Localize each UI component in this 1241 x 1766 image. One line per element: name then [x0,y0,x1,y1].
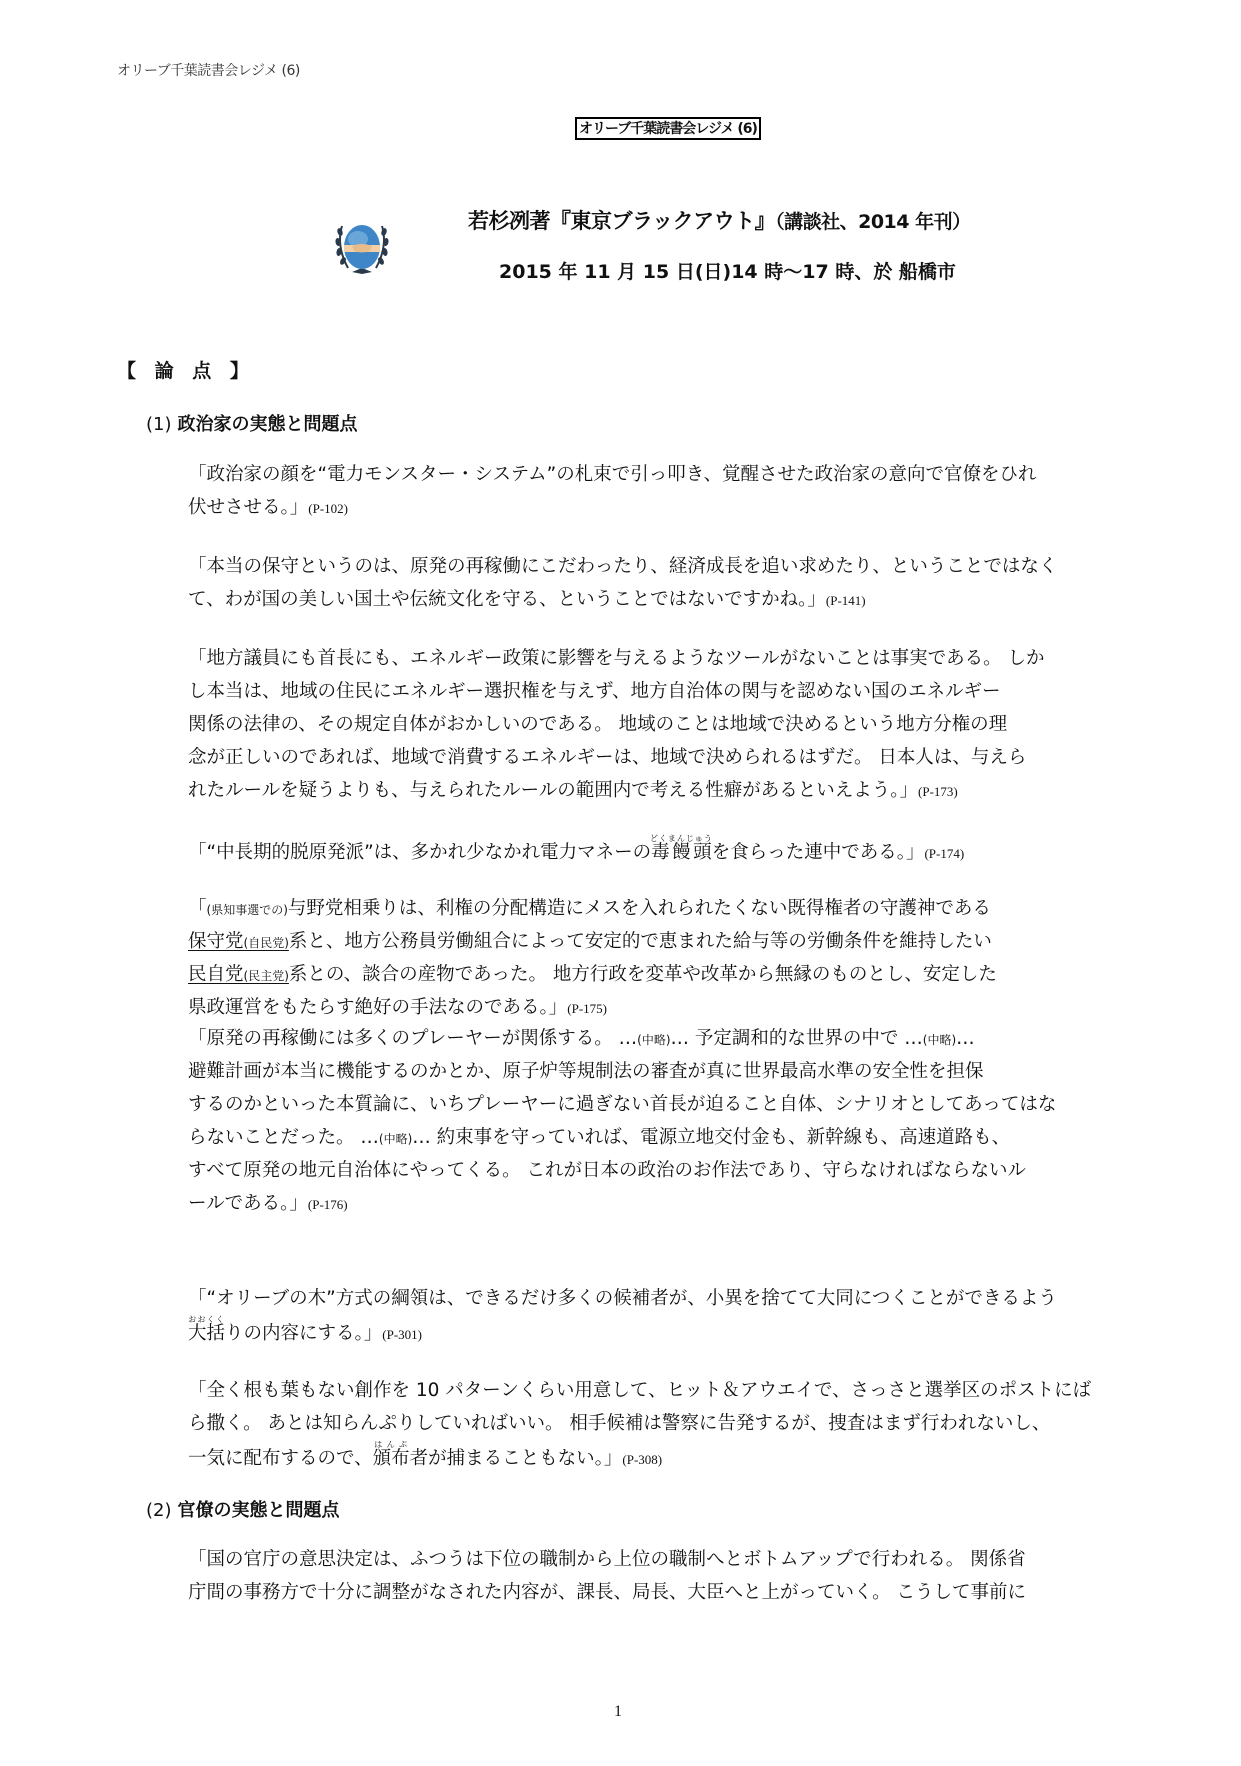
quote-block [188,458,1128,524]
quote-line: 「地方議員にも首長にも、エネルギー政策に影響を与えるようなツールがないことは事実である。 しか [188,648,1045,669]
quote-line: するのかといった本質論に、いちプレーヤーに過ぎない首長が迫ること自体、シナリオとしてあってはな [188,1094,1057,1115]
ruby-word: 毒饅頭どくまんじゅう [649,834,713,863]
quote-line: 「本当の保守というのは、原発の再稼働にこだわったり、経済成長を追い求めたり、ということではなく [188,556,1058,577]
omission-mark: (中略) [378,1132,413,1146]
boxed-title: オリーブ千葉読書会レジメ (6) [575,117,761,140]
section-heading: 【 論 点 】 [117,360,255,382]
date-venue: 2015 年 11 月 15 日(日)14 時〜17 時、於 船橋市 [499,261,956,283]
book-title [468,205,971,235]
quote-line: 関係の法律の、その規定自体がおかしいのである。 地域のことは地域で決めるという地方分権の理 [188,714,1008,735]
quote-text: を食らった連中である。」 [711,842,925,863]
quote-line: すべて原発の地元自治体にやってくる。 これが日本の政治のお作法であり、守らなければならないル [188,1160,1027,1181]
quote-block: 「“オリーブの木”方式の綱領は、できるだけ多くの候補者が、小異を捨てて大同につくことができるよう 大括おおくくりの内容にする。」(P-301) [188,1282,1128,1348]
underlined-term: 民自党(民主党) [188,964,289,985]
quote-line: 「全く根も葉もない創作を 10 パターンくらい用意して、ヒット＆アウエイで、さっさと選挙区のポストにば [188,1380,1092,1401]
omission-mark: (中略) [637,1033,671,1047]
page-reference: (P-308) [622,1452,663,1467]
ruby-word: 大括おおくく [188,1315,226,1344]
ruby-word: 頒布はんぷ [372,1440,410,1469]
page-number: 1 [614,1703,622,1720]
subsection-heading-1 [146,410,358,436]
quote-text: 「“中長期的脱原発派”は、多かれ少なかれ電力マネーの [188,842,652,863]
book-title-text: 若杉冽著『東京ブラックアウト』 [468,209,776,233]
quote-line: れたルールを疑うよりも、与えられたルールの範囲内で考える性癖があるといえよう。」 [188,780,919,801]
handshake-emblem-icon [334,212,390,282]
quote-block: 「全く根も葉もない創作を 10 パターンくらい用意して、ヒット＆アウエイで、さっさと選挙区のポストにば ら撒く。 あとは知らんぷりしていればいい。 相手候補は警察に告発するが、捜査はまず行われないし、 一気に配布するので、頒布はんぷ者が捕まることもない。」(P-308) [188,1374,1128,1473]
page-reference: (P-301) [382,1327,422,1342]
publisher-info: （講談社、2014 年刊） [775,211,971,233]
subsection-number: (1) [146,414,172,435]
page-reference: (P-173) [918,784,958,799]
page-reference: (P-176) [307,1197,348,1212]
quote-line: し本当は、地域の住民にエネルギー選択権を与えず、地方自治体の関与を認めない国のエネルギー [188,681,1001,702]
page-reference: (P-141) [825,593,866,608]
page-reference: (P-102) [308,501,348,516]
quote-block [188,834,1128,867]
quote-block: 「原発の再稼働には多くのプレーヤーが関係する。 …(中略)… 予定調和的な世界の中で …(中略)… 避難計画が本当に機能するのかとか、原子炉等規制法の審査が真に世界最高水準の安全性を担保 するのかといった本質論に、いちプレーヤーに過ぎない首長が迫ること自体、シナリオとしてあってはな らないことだった。 …(中略)… 約束事を守っていれば、電源立地交付金も、新幹線も、高速道路も、 すべて原発の地元自治体にやってくる。 これが日本の政治のお作法であり、守らなければならないル ールである。」(P-176) [188,1022,1128,1220]
subsection-title: 政治家の実態と問題点 [177,414,358,435]
annotation: (県知事選での) [206,903,288,917]
quote-line: 伏せさせる。」 [188,497,309,518]
quote-line: 庁間の事務方で十分に調整がなされた内容が、課長、局長、大臣へと上がっていく。 こうして事前に [188,1582,1027,1603]
page-reference: (P-174) [924,846,965,861]
underlined-term: 保守党(自民党) [188,931,289,952]
subsection-number: (2) [146,1500,172,1521]
quote-block [188,642,1128,807]
subsection-heading-2 [146,1496,340,1522]
quote-line: 「“オリーブの木”方式の綱領は、できるだけ多くの候補者が、小異を捨てて大同につくことができるよう [188,1288,1057,1309]
running-header: オリーブ千葉読書会レジメ (6) [117,63,300,79]
quote-line: 「国の官庁の意思決定は、ふつうは下位の職制から上位の職制へとボトムアップで行われる。 関係省 [188,1549,1026,1570]
quote-line: て、わが国の美しい国土や伝統文化を守る、ということではないですかね。」 [188,589,826,610]
quote-line: 避難計画が本当に機能するのかとか、原子炉等規制法の審査が真に世界最高水準の安全性を担保 [188,1061,984,1082]
page-reference: (P-175) [567,1001,607,1016]
quote-block [188,1543,1128,1609]
omission-mark: (中略) [922,1033,957,1047]
subsection-title: 官僚の実態と問題点 [177,1500,340,1521]
quote-line: ら撒く。 あとは知らんぷりしていればいい。 相手候補は警察に告発するが、捜査はまず行われないし、 [188,1413,1051,1434]
quote-line: 「政治家の顔を“電力モンスター・システム”の札束で引っ叩き、覚醒させた政治家の意向で官僚をひれ [188,464,1037,485]
quote-block: 「(県知事選での)与野党相乗りは、利権の分配構造にメスを入れられたくない既得権者の守護神である 保守党(自民党)系と、地方公務員労働組合によって安定的で恵まれた給与等の労働条件を維持したい 民自党(民主党)系との、談合の産物であった。 地方行政を変革や改革から無縁のものとし、安定した 県政運営をもたらす絶好の手法なのである。」(P-175) [188,898,997,1018]
quote-line: 念が正しいのであれば、地域で消費するエネルギーは、地域で決められるはずだ。 日本人は、与えら [188,747,1027,768]
quote-block [188,550,1128,616]
